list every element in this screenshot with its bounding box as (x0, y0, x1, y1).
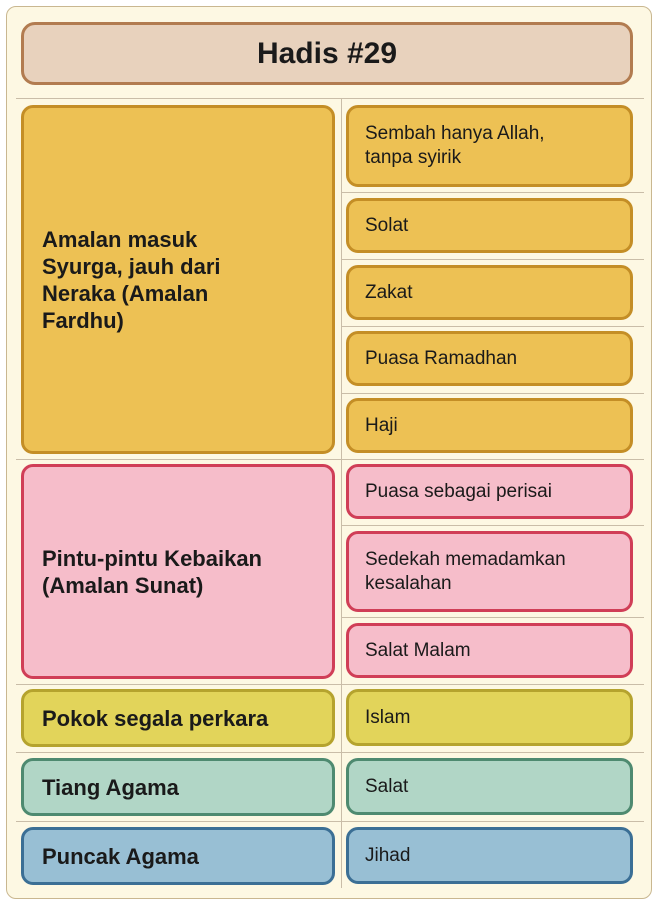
diagram-title: Hadis #29 (21, 22, 633, 85)
item-box (346, 689, 633, 746)
row-divider (341, 326, 644, 327)
row-divider (341, 192, 644, 193)
item-box (346, 758, 633, 815)
category-box-pokok (21, 689, 335, 747)
row-divider (16, 821, 644, 822)
row-divider (16, 459, 644, 460)
item-label: Zakat (365, 281, 413, 303)
row-divider (16, 98, 644, 99)
category-label: Pintu-pintu Kebaikan (Amalan Sunat) (42, 545, 262, 598)
category-box-puncak (21, 827, 335, 885)
item-box (346, 105, 633, 187)
item-box (346, 265, 633, 320)
item-label: Puasa sebagai perisai (365, 480, 552, 502)
item-box (346, 398, 633, 453)
category-box-amalan-sunat (21, 464, 335, 679)
item-label: Salat (365, 775, 409, 797)
category-label: Pokok segala perkara (42, 705, 269, 731)
item-box (346, 531, 633, 612)
category-label: Puncak Agama (42, 843, 199, 869)
item-box (346, 198, 633, 253)
item-label: Sembah hanya Allah, tanpa syirik (365, 123, 545, 168)
item-label: Islam (365, 706, 411, 728)
row-divider (16, 752, 644, 753)
item-label: Solat (365, 214, 409, 236)
category-box-tiang (21, 758, 335, 816)
item-label: Jihad (365, 844, 411, 866)
item-label: Sedekah memadamkan kesalahan (365, 548, 566, 594)
item-label: Haji (365, 414, 398, 436)
item-box (346, 623, 633, 678)
row-divider (341, 617, 644, 618)
row-divider (16, 684, 644, 685)
column-divider (341, 98, 342, 888)
row-divider (341, 525, 644, 526)
item-box (346, 827, 633, 884)
item-box (346, 464, 633, 519)
row-divider (341, 259, 644, 260)
item-label: Salat Malam (365, 639, 471, 661)
category-box-amalan-fardhu (21, 105, 335, 454)
item-box (346, 331, 633, 386)
category-label: Tiang Agama (42, 774, 179, 800)
row-divider (341, 393, 644, 394)
category-label: Amalan masuk Syurga, jauh dari Neraka (Amalan Fardhu) (42, 226, 221, 333)
item-label: Puasa Ramadhan (365, 347, 518, 369)
